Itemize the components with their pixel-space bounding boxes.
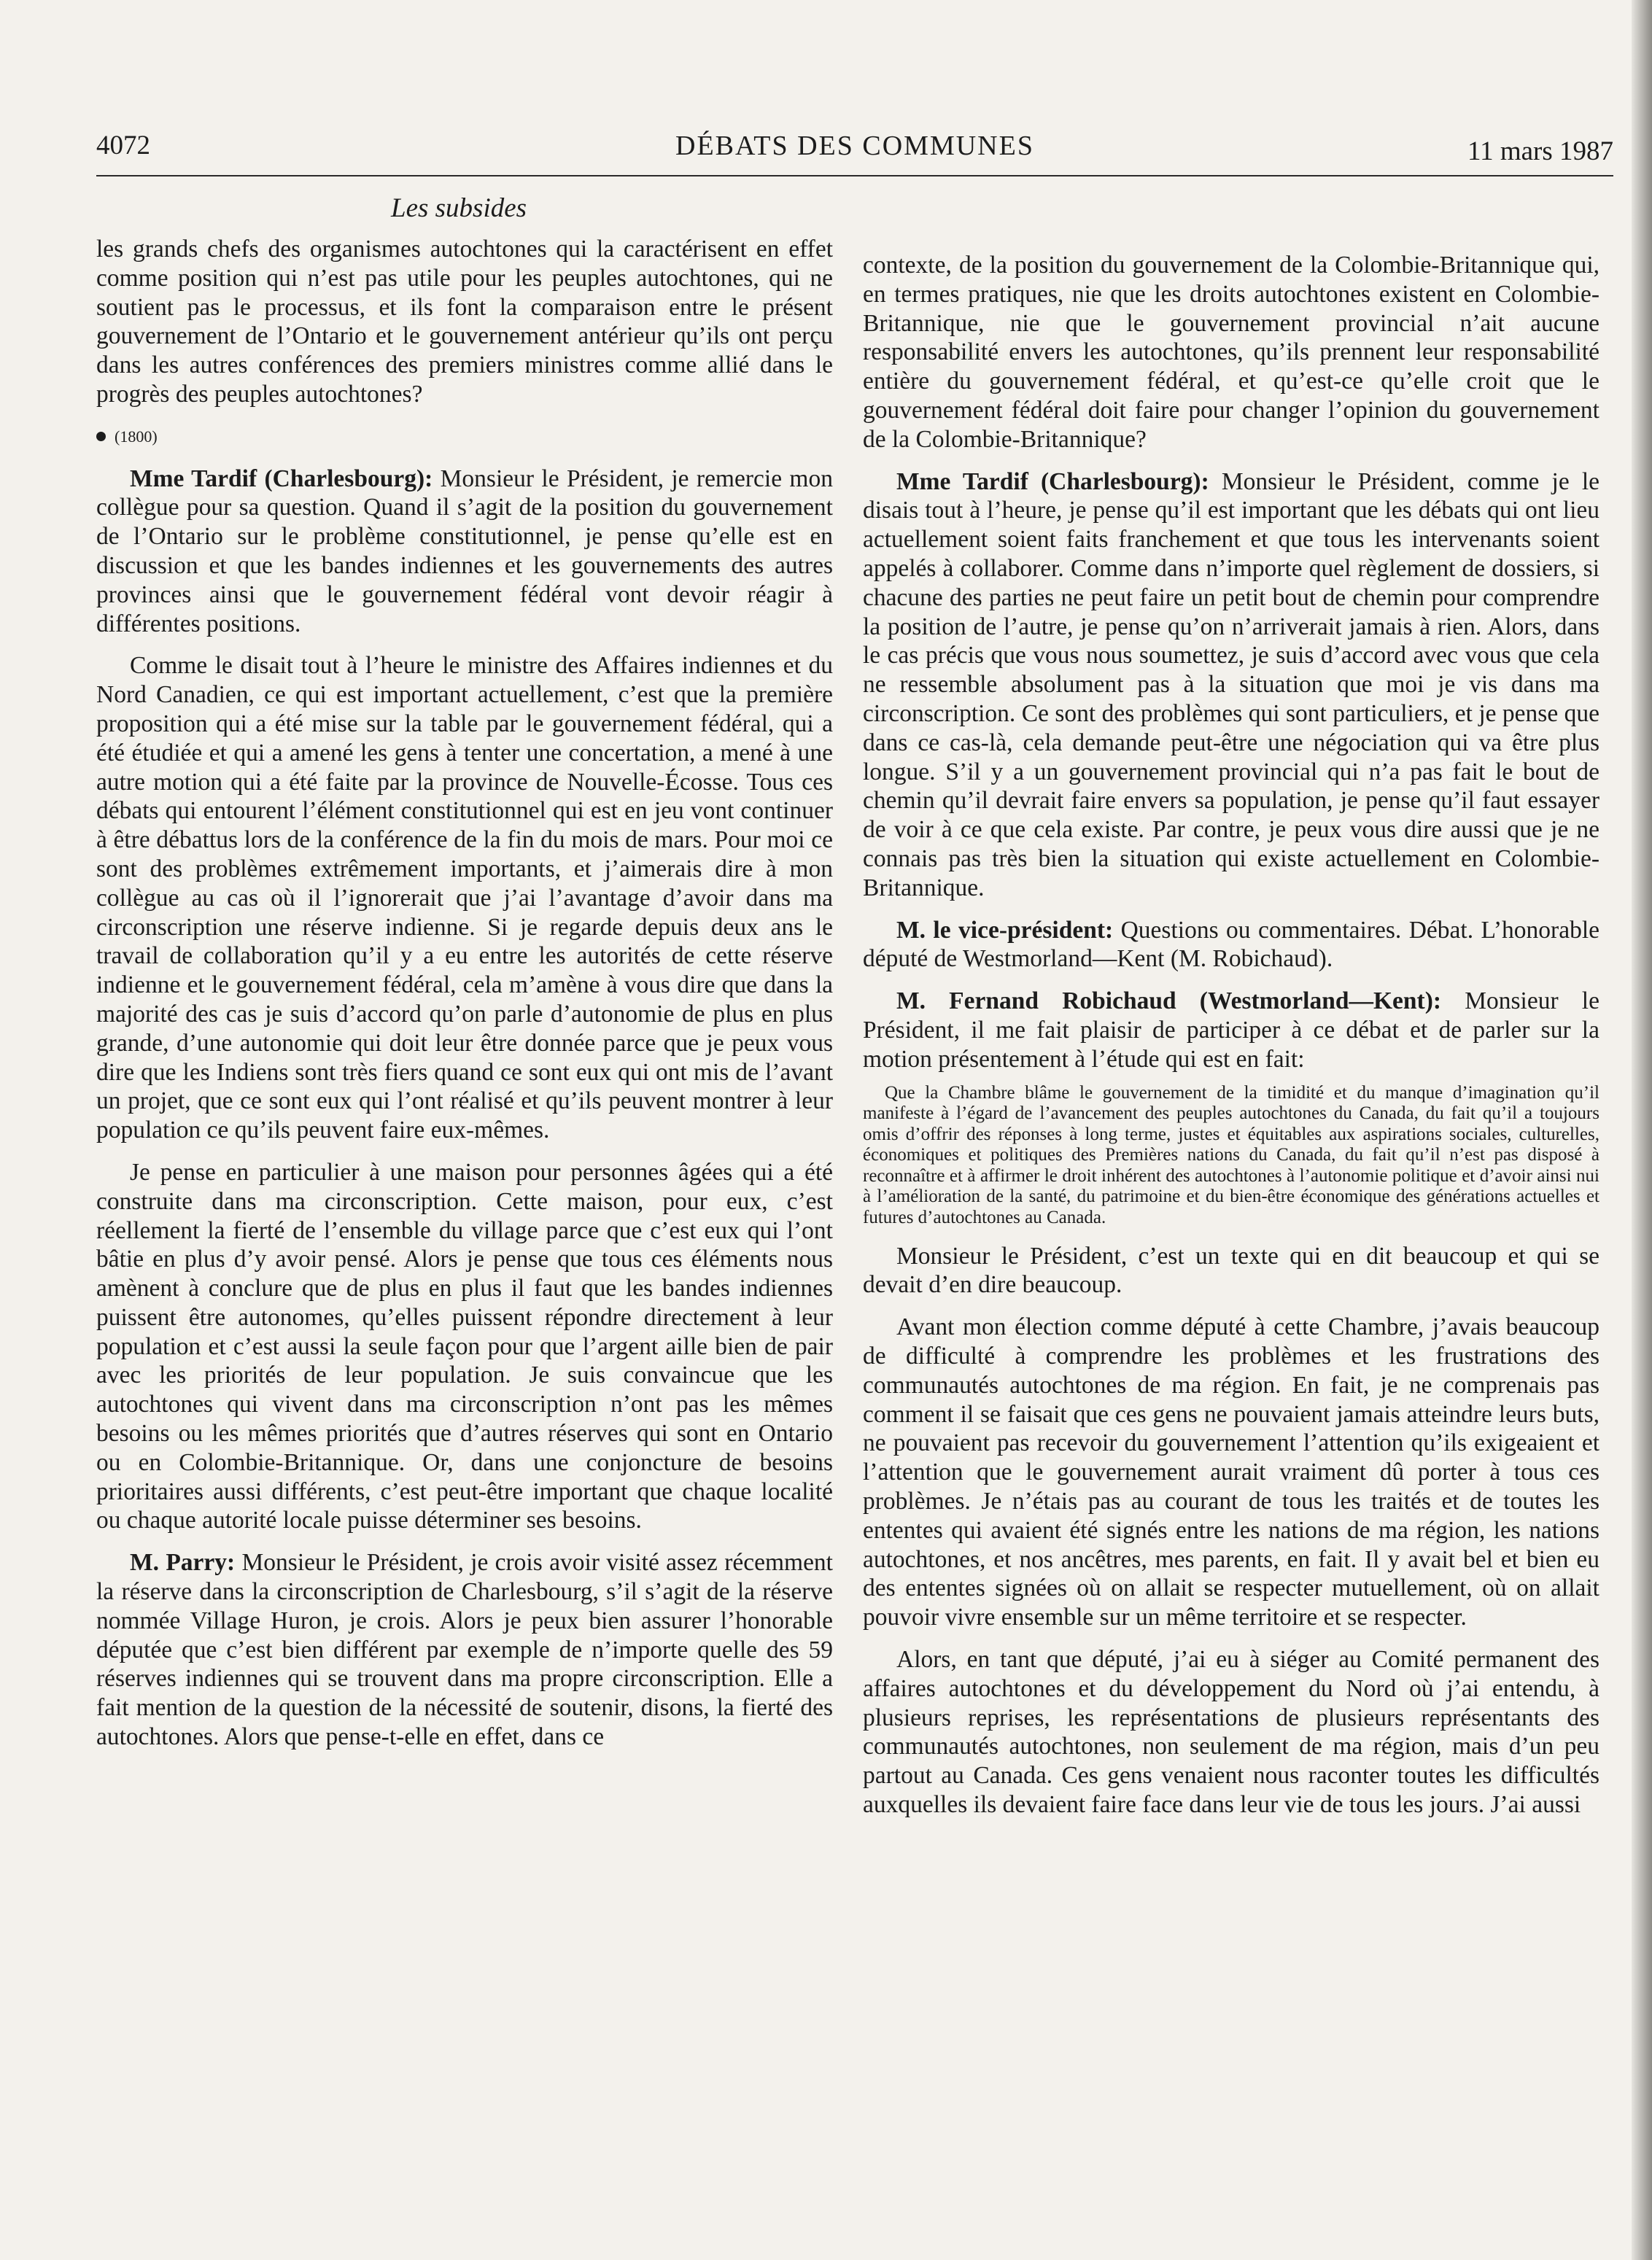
right-column bbox=[863, 251, 1599, 1833]
paragraph: contexte, de la position du gouvernement de la Colombie-Britannique qui, en termes pratiques, nie que les droits autochtones existent en Colombie-Britannique, nie que le gouvernement provincial n’ait aucune responsabilité envers les autochtones, qu’ils prennent leur responsabilité entière du gouvernement fédéral, et qu’est-ce qu’elle croit que le gouvernement fédéral doit faire pour changer l’opinion du gouvernement de la Colombie-Britannique? bbox=[863, 252, 1599, 453]
page-header bbox=[96, 130, 1613, 181]
journal-title: DÉBATS DES COMMUNES bbox=[675, 131, 1034, 161]
speech-text: Monsieur le Président, je remercie mon collègue pour sa question. Quand il s’agit de la position du gouvernement de l’Ontario sur le problème constitutionnel, je pense qu’elle est en discussion et que les bandes indiennes et les gouvernements des autres provinces ainsi que le gouvernement fédéral vont devoir réagir à différentes positions. bbox=[96, 465, 833, 637]
paragraph bbox=[863, 467, 1599, 903]
header-rule bbox=[96, 175, 1613, 176]
speaker-name: Mme Tardif (Charlesbourg): bbox=[896, 467, 1209, 495]
paragraph: Alors, en tant que député, j’ai eu à siéger au Comité permanent des affaires autochtones et du développement du Nord où j’ai entendu, à plusieurs reprises, les représentations de plusieurs représentants des communautés autochtones, non seulement de ma région, mais d’un peu partout au Canada. Ces gens venaient nous raconter toutes les difficultés auxquelles ils devaient faire face dans leur vie de tous les jours. J’ai aussi bbox=[863, 1646, 1599, 1819]
speaker-name: M. Fernand Robichaud (Westmorland—Kent): bbox=[896, 987, 1442, 1015]
paragraph bbox=[96, 1548, 833, 1752]
speaker-name: M. le vice-président: bbox=[896, 916, 1114, 944]
timestamp-text: (1800) bbox=[115, 427, 158, 446]
speech-text: Monsieur le Président, comme je le disais tout à l’heure, je pense qu’il est important que les débats qui ont lieu actuellement soient faits franchement et que tous les intervenants soient appelés à collaborer. Comme dans n’importe quel règlement de dossiers, si chacune des parties ne peut faire un petit bout de chemin pour comprendre la position de l’autre, je pense qu’on n’arriverait jamais à rien. Alors, dans le cas précis que vous nous soumettez, je suis d’accord avec vous que cela ne ressemble absolument pas à la situation que moi je vis dans ma circonscription. Ce sont des problèmes qui sont particuliers, et je pense que dans ce cas-là, cela demande peut-être une négociation qui va être plus longue. S’il y a un gouvernement provincial qui n’a pas fait le bout de chemin qu’il devrait faire envers sa population, je pense qu’il faut essayer de voir à ce que cela existe. Par contre, je peux vous dire aussi que je ne connais pas très bien la situation qui existe actuellement en Colombie-Britannique. bbox=[863, 467, 1599, 901]
speech-text: Questions ou commentaires. Débat. L’honorable député de Westmorland—Kent (M. Robichaud). bbox=[863, 916, 1600, 973]
paragraph: Avant mon élection comme député à cette Chambre, j’avais beaucoup de difficulté à comprendre les problèmes et les frustrations des communautés autochtones de ma région. En fait, je ne comprenais pas comment il se faisait que ces gens ne pouvaient jamais atteindre leurs buts, ne pouvaient pas recevoir du gouvernement l’attention qu’ils exigeaient et l’attention que le gouvernement aurait vraiment dû porter à tous ces problèmes. Je n’étais pas au courant de tous les traités et de toutes les ententes qui avaient été signés entre les nations de ma région, les nations autochtones, et nos ancêtres, mes parents, en fait. Il y avait bel et bien eu des ententes signées où on allait se respecter mutuellement, où on allait pouvoir vivre ensemble sur un même territoire et se respecter. bbox=[863, 1313, 1599, 1631]
speaker-name: M. Parry: bbox=[130, 1549, 236, 1577]
paragraph: les grands chefs des organismes autochtones qui la caractérisent en effet comme position qui n’est pas utile pour les peuples autochtones, qui ne soutient pas le processus, et ils font la comparaison entre le présent gouvernement de l’Ontario et le gouvernement antérieur qu’ils ont perçu dans les autres conférences des premiers ministres comme allié dans le progrès des peuples autochtones? bbox=[96, 236, 833, 408]
left-column bbox=[96, 235, 833, 1765]
running-head: Les subsides bbox=[391, 193, 527, 223]
speaker-name: Mme Tardif (Charlesbourg): bbox=[130, 465, 433, 492]
page-edge-shadow bbox=[1632, 0, 1652, 2260]
speech-text: Monsieur le Président, il me fait plaisir de participer à ce débat et de parler sur la motion présentement à l’étude qui est en fait: bbox=[863, 987, 1599, 1073]
paragraph bbox=[96, 465, 833, 639]
bullet-icon bbox=[96, 432, 106, 441]
header-date: 11 mars 1987 bbox=[1467, 136, 1613, 166]
motion-quote: Que la Chambre blâme le gouvernement de la timidité et du manque d’imagination qu’il manifeste à l’égard de l’avancement des peuples autochtones du Canada, du fait qu’il a toujours omis d’offrir des réponses à long terme, justes et équitables aux aspirations sociales, culturelles, économiques et politiques des Premières nations du Canada, du fait qu’il n’est pas disposé à reconnaître et à affirmer le droit inhérent des autochtones à l’autonomie politique et d’avoir ainsi nui à l’amélioration de la santé, du patrimoine et du bien-être économique des générations actuelles et futures d’autochtones au Canada. bbox=[863, 1082, 1599, 1228]
paragraph bbox=[863, 987, 1599, 1073]
paragraph bbox=[863, 916, 1599, 974]
paragraph: Comme le disait tout à l’heure le ministre des Affaires indiennes et du Nord Canadien, ce qui est important actuellement, c’est que la première proposition qui a été mise sur la table par le gouvernement fédéral, qui a été étudiée et qui a amené les gens à tenter une concertation, a mené à une autre motion qui a été faite par la province de Nouvelle-Écosse. Tous ces débats qui entourent l’élément constitutionnel qui est en jeu vont continuer à être débattus lors de la conférence de la fin du mois de mars. Pour moi ce sont des problèmes extrêmement importants, et j’aimerais dire à mon collègue au cas où il l’ignorerait que j’ai l’avantage d’avoir dans ma circonscription une réserve indienne. Si je regarde depuis deux ans le travail de collaboration qu’il y a eu entre les autorités de cette réserve indienne et le gouvernement fédéral, cela m’amène à vous dire que dans la majorité des cas je suis d’accord qu’on parle d’autonomie de plus en plus grande, d’une autonomie qui doit leur être donnée parce que je peux vous dire que les Indiens sont très fiers quand ce sont eux qui ont mis de l’avant un projet, que ce sont eux qui l’ont réalisé et qu’ils peuvent montrer à leur population ce qu’ils peuvent faire eux-mêmes. bbox=[96, 652, 833, 1144]
speech-text: Monsieur le Président, je crois avoir visité assez récemment la réserve dans la circonscription de Charlesbourg, s’il s’agit de la réserve nommée Village Huron, je crois. Alors je peux bien assurer l’honorable députée que c’est bien différent par exemple de n’importe quelle des 59 réserves indiennes qui se trouvent dans ma propre circonscription. Elle a fait mention de la question de la nécessité de soutenir, disons, la fierté des autochtones. Alors que pense-t-elle en effet, dans ce bbox=[96, 1549, 833, 1751]
timestamp bbox=[96, 422, 833, 451]
paragraph: Je pense en particulier à une maison pour personnes âgées qui a été construite dans ma circonscription. Cette maison, pour eux, c’est réellement la fierté de l’ensemble du village parce que c’est eux qui l’ont bâtie en plus d’y avoir pensé. Alors je pense que tous ces éléments nous amènent à conclure que de plus en plus il faut que les bandes indiennes puissent être autonomes, qu’elles puissent répondre directement à leur population et c’est aussi la seule façon pour que l’argent aille bien de pair avec les priorités de leur population. Je suis convaincue que les autochtones qui vivent dans ma circonscription n’ont pas les mêmes besoins ou les mêmes priorités que d’autres réserves qui sont en Ontario ou en Colombie-Britannique. Or, dans une conjoncture de besoins prioritaires aussi différents, c’est peut-être important que chaque localité ou chaque autorité locale puisse déterminer ses besoins. bbox=[96, 1158, 833, 1534]
page-number: 4072 bbox=[96, 131, 150, 160]
paragraph: Monsieur le Président, c’est un texte qui en dit beaucoup et qui se devait d’en dire beaucoup. bbox=[863, 1242, 1599, 1299]
